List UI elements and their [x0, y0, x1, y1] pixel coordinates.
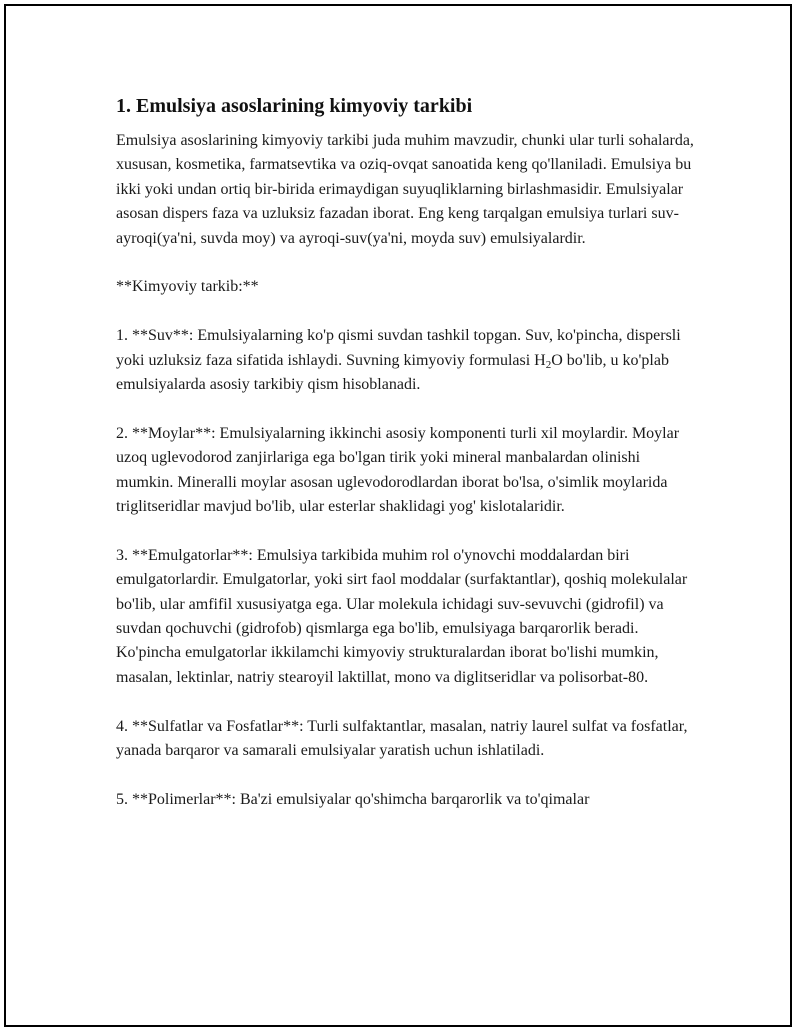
list-item-emulgatorlar: 3. **Emulgatorlar**: Emulsiya tarkibida muhim rol o'ynovchi moddalardan biri emulgatorlardir. Emulgatorlar, yoki sirt faol moddalar (surfaktantlar), qoshiq molekulalar bo'lib, ular amfifil xususiyatga ega. Ular molekula ichidagi suv-sevuvchi (gidrofil) va suvdan qochuvchi (gidrofob) qismlarga ega bo'lib, emulsiyaga barqarorlik beradi. Ko'pincha emulgatorlar ikkilamchi kimyoviy strukturalardan iborat bo'lishi mumkin, masalan, lektinlar, natriy stearoyil laktillat, mono va diglitseridlar va polisorbat-80. — [116, 546, 688, 686]
page-title: 1. Emulsiya asoslarining kimyoviy tarkibi — [116, 95, 473, 117]
section-heading: **Kimyoviy tarkib:** — [116, 278, 259, 296]
list-item-suv-text-start: 1. **Suv**: Emulsiyalarning ko'p qismi suvdan tashkil topgan. Suv, ko'pincha, dispersli yoki uzluksiz faza sifatida ishlaydi. Suvning kimyoviy formulasi H — [116, 327, 681, 369]
list-item-polimerlar: 5. **Polimerlar**: Ba'zi emulsiyalar qo'shimcha barqarorlik va to'qimalar — [116, 790, 590, 808]
list-item-sulfatlar: 4. **Sulfatlar va Fosfatlar**: Turli sulfaktantlar, masalan, natriy laurel sulfat va fosfatlar, yanada barqaror va samarali emulsiyalar yaratish uchun ishlatiladi. — [116, 717, 688, 760]
list-item-suv — [116, 324, 696, 397]
intro-paragraph: Emulsiya asoslarining kimyoviy tarkibi juda muhim mavzudir, chunki ular turli sohalarda, xususan, kosmetika, farmatsevtika va oziq-ovqat sanoatida keng qo'llaniladi. Emulsiya bu ikki yoki undan ortiq bir-birida erimaydigan suyuqliklarning birlashmasidir. Emulsiyalar asosan dispers faza va uzluksiz fazadan iborat. Eng keng tarqalgan emulsiya turlari suv-ayroqi(ya'ni, suvda moy) va ayroqi-suv(ya'ni, moyda suv) emulsiyalardir. — [116, 132, 694, 247]
water-formula-subscript: 2 — [545, 358, 552, 371]
list-item-suv-text-end: O bo'lib, u ko'plab emulsiyalarda asosiy tarkibiy qism hisoblanadi. — [116, 351, 669, 394]
document-body — [116, 92, 696, 837]
list-item-moylar: 2. **Moylar**: Emulsiyalarning ikkinchi asosiy komponenti turli xil moylardir. Moylar uzoq uglevodorod zanjirlariga ega bo'lgan tirik yoki mineral manbalardan olinishi mumkin. Mineralli moylar asosan uglevodorodlardan iborat bo'lsa, o'simlik moylarida triglitseridlar mavjud bo'lib, ular esterlar shaklidagi yog' kislotalaridir. — [116, 424, 680, 516]
